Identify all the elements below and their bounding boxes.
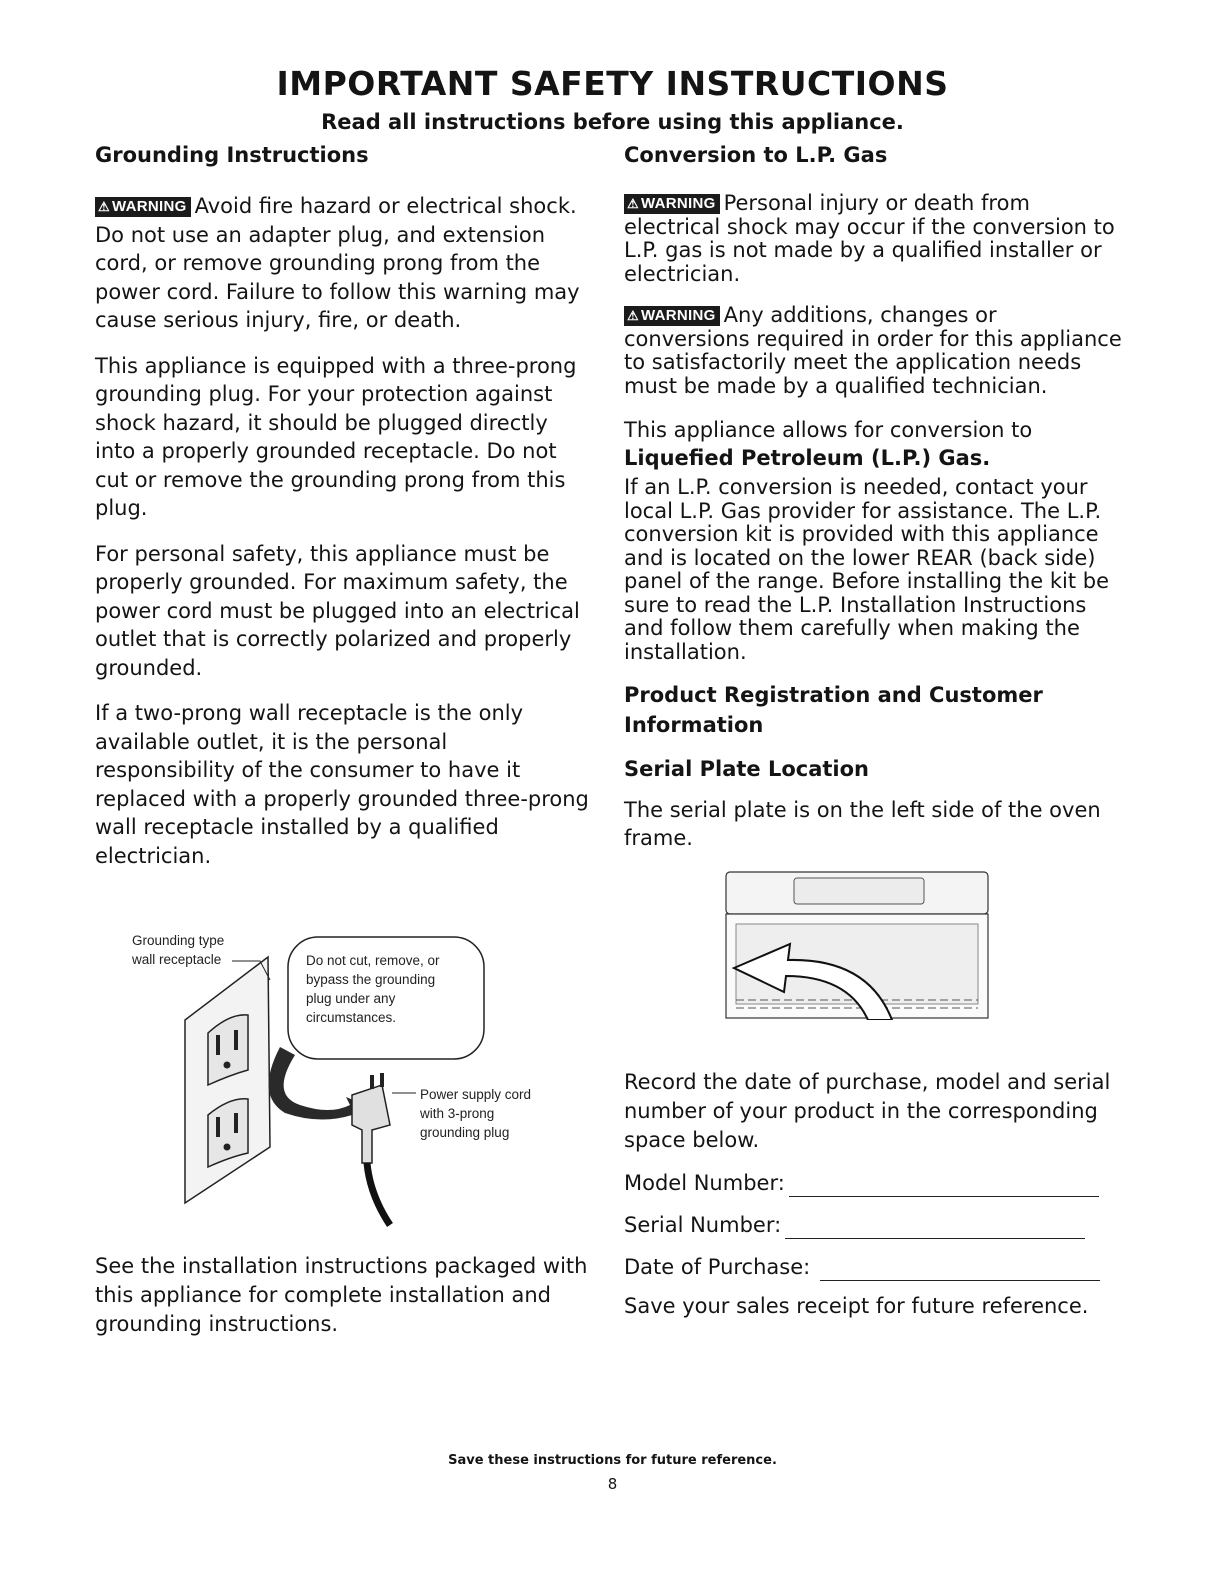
serial-plate-heading: Serial Plate Location [624,757,869,781]
lp-gas-heading: Conversion to L.P. Gas [624,143,888,167]
grounding-closing: See the installation instructions packaged with this appliance for complete installation and grounding instructions. [95,1254,588,1336]
warning-triangle-icon: ⚠ [627,196,639,211]
lp-conversion-para: If an L.P. conversion is needed, contact your local L.P. Gas provider for assistance. The L.P. conversion kit is provided with this appliance and is located on the lower REAR (back side) panel of the range. Before installing the kit be sure to read the L.P. Installation Instructions and follow them carefully when making the installation. [624,475,1110,664]
serial-number-line[interactable] [785,1220,1085,1239]
grounding-warning: ⚠ WARNING Avoid fire hazard or electrical shock. Do not use an adapter plug, and extension cord, or remove grounding prong from the power cord. Failure to follow this warning may cause serious injury, fire, or death. [95,194,580,332]
left-column [95,140,590,870]
serial-plate-text: The serial plate is on the left side of the oven frame. [624,798,1101,850]
grounding-heading: Grounding Instructions [95,143,369,167]
grounding-para-2: For personal safety, this appliance must be properly grounded. For maximum safety, the power cord must be plugged into an electrical outlet that is correctly polarized and properly grounded. [95,541,580,680]
warning-badge: ⚠ WARNING [624,194,720,214]
grounding-figure [120,925,560,1245]
power-cord [367,1163,390,1225]
page-number: 8 [607,1475,618,1493]
lp-warning-2: ⚠ WARNING Any additions, changes or conversions required in order for this appliance to satisfactorily meet the application needs must be made by a qualified technician. [624,303,1122,398]
warning-triangle-icon: ⚠ [98,199,110,214]
oven-figure [718,868,998,1020]
wall-plate [185,957,270,1203]
registration-heading: Product Registration and Customer Information [624,683,1043,737]
warning-badge: ⚠ WARNING [95,197,191,217]
receptacle-label: Grounding type wall receptacle [132,933,225,967]
bubble-text: Do not cut, remove, or bypass the grounding plug under any circumstances. [306,953,440,1025]
model-number-line[interactable] [789,1178,1099,1197]
right-column [624,140,1124,852]
record-text: Record the date of purchase, model and serial number of your product in the corresponding space below. [624,1070,1111,1152]
date-of-purchase-line[interactable] [820,1262,1100,1281]
registration-section [624,1068,1124,1319]
grounding-para-1: This appliance is equipped with a three-prong grounding plug. For your protection against shock hazard, it should be plugged directly into a properly grounded receptacle. Do not cut or remove the grounding prong from this plug. [95,353,577,520]
plug-icon [352,1085,390,1163]
save-receipt-text: Save your sales receipt for future reference. [624,1294,1089,1318]
date-of-purchase-field[interactable] [624,1253,1124,1281]
model-number-label: Model Number: [624,1171,785,1195]
lp-warning-1: ⚠ WARNING Personal injury or death from electrical shock may occur if the conversion to L.P. gas is not made by a qualified installer or electrician. [624,191,1115,286]
footer-note: Save these instructions for future reference. [448,1453,777,1468]
grounding-para-3: If a two-prong wall receptacle is the only available outlet, it is the personal responsibility of the consumer to have it replaced with a properly grounded three-prong wall receptacle installed by a qualified electrician. [95,701,589,868]
warning-triangle-icon: ⚠ [627,308,639,323]
oven-illustration [718,868,998,1020]
page-title: IMPORTANT SAFETY INSTRUCTIONS [276,64,949,103]
serial-number-label: Serial Number: [624,1213,782,1237]
model-number-field[interactable] [624,1169,1124,1197]
serial-number-field[interactable] [624,1211,1124,1239]
page-subtitle: Read all instructions before using this appliance. [321,110,904,134]
lp-intro: This appliance allows for conversion to Liquefied Petroleum (L.P.) Gas. [624,418,1033,470]
warning-badge: ⚠ WARNING [624,306,720,326]
date-of-purchase-label: Date of Purchase: [624,1255,811,1279]
cord-label: Power supply cord with 3-prong grounding plug [420,1087,532,1140]
